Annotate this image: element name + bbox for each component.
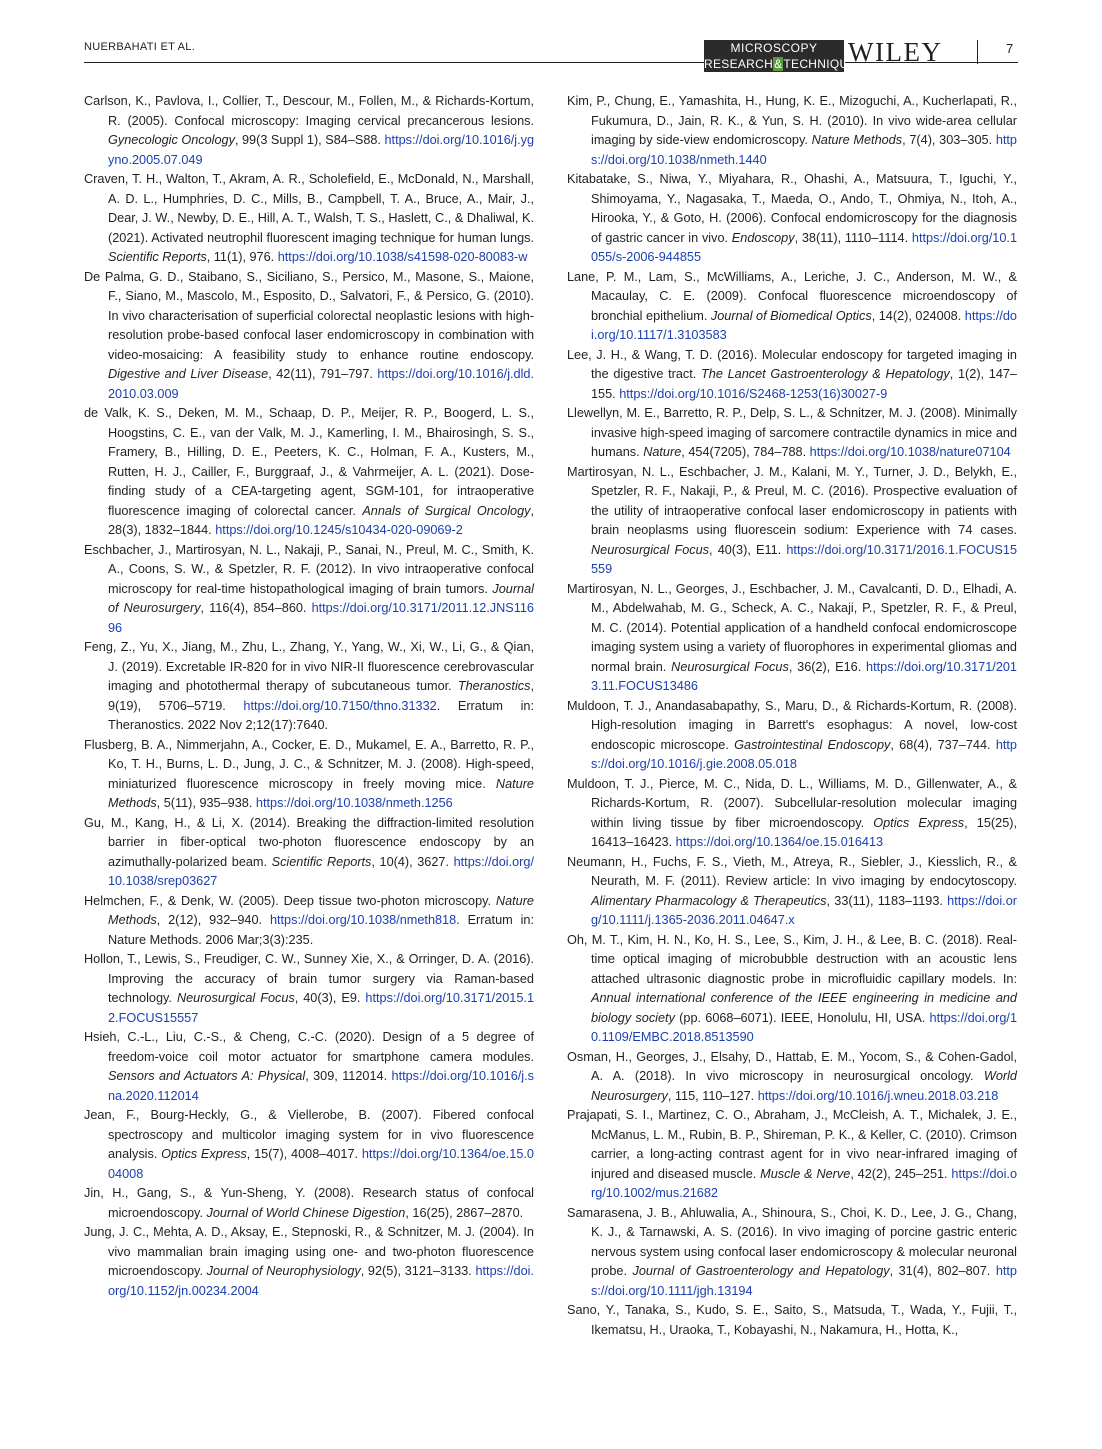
reference-entry [567, 853, 1017, 931]
reference-journal: Annals of Surgical Oncology [362, 503, 531, 518]
reference-authors-title: De Palma, G. D., Staibano, S., Siciliano, S., Persico, M., Masone, S., Maione, F., Siano, M., Mascolo, M., Esposito, D., Salvatori, F., & Persico, G. (2010). In vivo characterisation of superficial colorectal neoplastic lesions with high-resolution probe-based confocal laser endomicroscopy in combination with video-mosaicing: A feasibility study to enhance routine endoscopy. [84, 269, 534, 362]
reference-volume-pages: , 116(4), 854–860. [200, 601, 312, 615]
page-number: 7 [1006, 41, 1014, 56]
reference-entry [567, 697, 1017, 775]
reference-volume-pages: , 92(5), 3121–3133. [360, 1264, 476, 1278]
reference-doi-link[interactable]: https://doi.org/10.1016/j.gie.2008.05.018 [591, 737, 1017, 771]
reference-doi-link[interactable]: https://doi.org/10.1055/s-2006-944855 [591, 230, 1017, 264]
reference-authors-title: Prajapati, S. I., Martinez, C. O., Abraham, J., McCleish, A. T., Michalek, J. E., McManus, L. M., Rubin, B. P., Shireman, P. K., & Keller, C. (2010). Crimson carrier, a long-acting contrast agent for in vivo near-infrared imaging of injured and diseased muscle. [567, 1108, 1017, 1181]
reference-volume-pages: , 1(2), 147–155. [591, 367, 1017, 401]
reference-journal: Optics Express [161, 1147, 247, 1161]
reference-authors-title: Carlson, K., Pavlova, I., Collier, T., Descour, M., Follen, M., & Richards-Kortum, R. (2005). Confocal microscopy: Imaging cervical precancerous lesions. [84, 94, 534, 128]
reference-entry [84, 268, 534, 405]
reference-volume-pages: , 42(2), 245–251. [850, 1166, 952, 1181]
publisher-logo: WILEY [848, 37, 943, 67]
reference-entry [84, 736, 534, 814]
reference-journal: Scientific Reports [271, 854, 372, 869]
reference-entry [567, 1301, 1017, 1340]
reference-volume-pages: , 33(11), 1183–1193. [826, 893, 948, 908]
reference-journal: Neurosurgical Focus [591, 542, 709, 557]
reference-authors-title: Feng, Z., Yu, X., Jiang, M., Zhu, L., Zhang, Y., Yang, W., Xi, W., Li, G., & Qian, J. (2019). Excretable IR-820 for in vivo NIR-II fluorescence cerebrovascular imaging and photothermal therapy of subcutaneous tumor. [84, 640, 534, 693]
reference-note: . Erratum in: Nature Methods. 2006 Mar;3(3):235. [108, 913, 535, 947]
reference-volume-pages: , 15(25), 16413–16423. [591, 815, 1017, 849]
reference-journal: Nature [643, 445, 682, 459]
reference-doi-link[interactable]: https://doi.org/10.3171/2015.12.FOCUS15557 [108, 991, 534, 1025]
reference-entry [84, 1184, 534, 1223]
reference-volume-pages: , 14(2), 024008. [871, 308, 965, 323]
reference-doi-link[interactable]: https://doi.org/10.1038/nmeth.1256 [255, 796, 453, 810]
reference-authors-title: Kitabatake, S., Niwa, Y., Miyahara, R., Ohashi, A., Matsuura, T., Iguchi, Y., Shimoyama, Y., Nagasaka, T., Maeda, O., Ando, T., Ohmiya, N., Itoh, A., Hirooka, Y., & Goto, H. (2006). Confocal endomicroscopy for the diagnosis of gastric cancer in vivo. [567, 172, 1017, 245]
reference-volume-pages: , 7(4), 303–305. [902, 133, 996, 147]
reference-journal: Sensors and Actuators A: Physical [108, 1069, 306, 1083]
reference-journal: Alimentary Pharmacology & Therapeutics [591, 893, 827, 908]
reference-authors-title: Craven, T. H., Walton, T., Akram, A. R., Scholefield, E., McDonald, N., Marshall, A. D. L., Humphries, D. C., Mills, B., Campbell, T. A., Bruce, A., Mair, J., Dear, J. W., Newby, D. E., Hill, A. T., Walsh, T. S., Haslett, C., & Dhaliwal, K. (2021). Activated neutrophil fluorescent imaging technique for human lungs. [84, 172, 534, 245]
reference-entry [567, 580, 1017, 697]
reference-authors-title: Lane, P. M., Lam, S., McWilliams, A., Leriche, J. C., Anderson, M. W., & Macaulay, C. E. (2009). Confocal fluorescence microendoscopy of bronchial epithelium. [567, 269, 1017, 323]
reference-entry [84, 170, 534, 268]
reference-journal: Muscle & Nerve [760, 1166, 851, 1181]
reference-authors-title: Jung, J. C., Mehta, A. D., Aksay, E., Stepnoski, R., & Schnitzer, M. J. (2004). In vivo mammalian brain imaging using one- and two-photon fluorescence microendoscopy. [84, 1225, 534, 1278]
reference-entry [84, 541, 534, 639]
reference-authors-title: Martirosyan, N. L., Eschbacher, J. M., Kalani, M. Y., Turner, J. D., Belykh, E., Spetzler, R. F., Nakaji, P., & Preul, M. C. (2016). Prospective evaluation of the utility of intraoperative confocal laser endomicroscopy in patients with brain neoplasms using fluorescein sodium: Experience with 74 cases. [567, 464, 1017, 537]
reference-doi-link[interactable]: https://doi.org/10.1038/nmeth818 [269, 913, 457, 927]
reference-volume-pages: , 9(19), 5706–5719. [108, 679, 534, 713]
reference-doi-link[interactable]: https://doi.org/10.1111/jgh.13194 [591, 1264, 1017, 1298]
reference-doi-link[interactable]: https://doi.org/10.1038/nmeth.1440 [591, 133, 1017, 167]
reference-doi-link[interactable]: https://doi.org/10.1152/jn.00234.2004 [108, 1264, 535, 1298]
reference-doi-link[interactable]: https://doi.org/10.1364/oe.15.004008 [108, 1147, 534, 1181]
reference-entry [84, 92, 534, 170]
reference-doi-link[interactable]: https://doi.org/10.1016/j.dld.2010.03.009 [108, 367, 535, 401]
reference-volume-pages: , 42(11), 791–797. [268, 367, 378, 381]
reference-doi-link[interactable]: https://doi.org/10.1364/oe.15.016413 [675, 835, 884, 849]
reference-volume-pages: , 38(11), 1110–1114. [794, 230, 912, 245]
reference-authors-title: Sano, Y., Tanaka, S., Kudo, S. E., Saito, S., Matsuda, T., Wada, Y., Fujii, T., Ikematsu, H., Uraoka, T., Kobayashi, N., Nakamura, H., Hotta, K., [567, 1303, 1017, 1337]
reference-doi-link[interactable]: https://doi.org/10.1117/1.3103583 [591, 308, 1017, 342]
reference-entry [84, 404, 534, 541]
reference-volume-pages: , 28(3), 1832–1844. [108, 503, 534, 537]
reference-journal: Endoscopy [731, 230, 795, 245]
reference-journal: Scientific Reports [108, 250, 207, 264]
reference-doi-link[interactable]: https://doi.org/10.7150/thno.31332 [243, 698, 437, 713]
reference-entry [567, 1106, 1017, 1204]
reference-volume-pages: , 16(25), 2867–2870. [405, 1205, 524, 1220]
journal-logo-line1: MICROSCOPY [704, 40, 844, 56]
header-divider [977, 40, 978, 64]
reference-authors-title: Flusberg, B. A., Nimmerjahn, A., Cocker, E. D., Mukamel, E. A., Barretto, R. P., Ko, T. H., Burns, L. D., Jung, J. C., & Schnitzer, M. J. (2008). High-speed, miniaturized fluorescence microscopy in freely moving mice. [84, 737, 534, 791]
reference-volume-pages: , 2(12), 932–940. [156, 913, 270, 927]
reference-volume-pages: , 40(3), E9. [294, 991, 366, 1005]
reference-volume-pages: , 11(1), 976. [206, 250, 278, 264]
reference-doi-link[interactable]: https://doi.org/10.3171/2011.12.JNS11696 [108, 601, 534, 635]
reference-authors-title: Jin, H., Gang, S., & Yun-Sheng, Y. (2008). Research status of confocal microendoscopy. [84, 1186, 534, 1220]
reference-doi-link[interactable]: https://doi.org/10.1245/s10434-020-09069-2 [215, 523, 463, 537]
journal-logo-technique: TECHNIQUE [783, 57, 857, 71]
reference-volume-pages: , 454(7205), 784–788. [681, 445, 810, 459]
reference-journal: Digestive and Liver Disease [108, 367, 269, 381]
reference-doi-link[interactable]: https://doi.org/10.1002/mus.21682 [591, 1166, 1018, 1200]
reference-journal: Annual international conference of the IEEE engineering in medicine and biology society [591, 991, 1017, 1025]
reference-authors-title: Kim, P., Chung, E., Yamashita, H., Hung, K. E., Mizoguchi, A., Kucherlapati, R., Fukumura, D., Jain, R. K., & Yun, S. H. (2010). In vivo wide-area cellular imaging by side-view endomicroscopy. [567, 94, 1017, 147]
reference-journal: Neurosurgical Focus [176, 991, 295, 1005]
reference-authors-title: Samarasena, J. B., Ahluwalia, A., Shinoura, S., Choi, K. D., Lee, J. G., Chang, K. J., & Tarnawski, A. S. (2016). In vivo imaging of porcine gastric enteric nervous system using confocal laser endomicroscopy & molecular neuronal probe. [567, 1205, 1017, 1278]
reference-volume-pages: , 36(2), E16. [788, 659, 867, 674]
reference-authors-title: Llewellyn, M. E., Barretto, R. P., Delp, S. L., & Schnitzer, M. J. (2008). Minimally invasive high-speed imaging of sarcomere contractile dynamics in mice and humans. [567, 406, 1017, 459]
reference-journal: Journal of Neurosurgery [108, 581, 534, 615]
reference-volume-pages: , 68(4), 737–744. [890, 737, 996, 752]
reference-journal: The Lancet Gastroenterology & Hepatology [701, 367, 950, 381]
reference-doi-link[interactable]: https://doi.org/10.1038/s41598-020-80083-w [277, 250, 528, 264]
reference-volume-pages: , 31(4), 802–807. [889, 1264, 996, 1278]
reference-journal: Nature Methods [108, 893, 534, 927]
reference-authors-title: Muldoon, T. J., Pierce, M. C., Nida, D. L., Williams, M. D., Gillenwater, A., & Richards-Kortum, R. (2007). Subcellular-resolution molecular imaging within living tissue by fiber microendoscopy. [567, 776, 1017, 830]
reference-authors-title: Oh, M. T., Kim, H. N., Ko, H. S., Lee, S., Kim, J. H., & Lee, B. C. (2018). Real-time optical imaging of microbubble destruction with an acoustic lens attached ultrasonic diagnostic probe in microfluidic capillary models. In: [567, 932, 1017, 986]
reference-entry [567, 268, 1017, 346]
references-right-column [567, 92, 1017, 1340]
journal-logo-line2 [704, 56, 857, 72]
running-header-author: NUERBAHATI ET AL. [84, 41, 196, 53]
reference-doi-link[interactable]: https://doi.org/10.3171/2016.1.FOCUS15559 [591, 542, 1017, 576]
reference-entry [567, 346, 1017, 405]
reference-entry [567, 1204, 1017, 1302]
reference-volume-pages: , 309, 112014. [305, 1069, 392, 1083]
reference-authors-title: Muldoon, T. J., Anandasabapathy, S., Maru, D., & Richards-Kortum, R. (2008). High-resolution imaging in Barrett's esophagus: A novel, low-cost endoscopic microscope. [567, 698, 1017, 752]
reference-authors-title: Osman, H., Georges, J., Elsahy, D., Hattab, E. M., Yocom, S., & Cohen-Gadol, A. A. (2018). In vivo microscopy in neurosurgical oncology. [567, 1049, 1017, 1083]
reference-journal: Journal of World Chinese Digestion [206, 1205, 406, 1220]
reference-doi-link[interactable]: https://doi.org/10.1016/j.ygyno.2005.07.049 [108, 133, 535, 167]
reference-authors-title: Neumann, H., Fuchs, F. S., Vieth, M., Atreya, R., Siebler, J., Kiesslich, R., & Neurath, M. F. (2011). Review article: In vivo imaging by endocytoscopy. [567, 854, 1017, 888]
reference-entry [567, 1048, 1017, 1107]
reference-entry [567, 404, 1017, 463]
reference-doi-link[interactable]: https://doi.org/10.1038/srep03627 [108, 854, 534, 888]
reference-journal: World Neurosurgery [591, 1069, 1017, 1103]
reference-authors-title: Gu, M., Kang, H., & Li, X. (2014). Breaking the diffraction-limited resolution barrier in fiber-optical two-photon fluorescence endoscopy by an azimuthally-polarized beam. [84, 815, 534, 869]
references-left-column [84, 92, 534, 1301]
reference-entry [567, 463, 1017, 580]
reference-entry [84, 814, 534, 892]
reference-doi-link[interactable]: https://doi.org/10.3171/2013.11.FOCUS13486 [591, 659, 1017, 693]
reference-journal: Journal of Biomedical Optics [710, 308, 872, 323]
journal-logo-amp: & [774, 57, 783, 71]
journal-logo [704, 40, 857, 72]
reference-volume-pages: , 99(3 Suppl 1), S84–S88. [234, 133, 385, 147]
reference-authors-title: Lee, J. H., & Wang, T. D. (2016). Molecular endoscopy for targeted imaging in the digestive tract. [567, 347, 1017, 381]
reference-journal: Theranostics [457, 679, 531, 693]
reference-entry [84, 1106, 534, 1184]
reference-authors-title: Hollon, T., Lewis, S., Freudiger, C. W., Sunney Xie, X., & Orringer, D. A. (2016). Improving the accuracy of brain tumor surgery via Raman-based technology. [84, 952, 534, 1005]
reference-authors-title: Hsieh, C.-L., Liu, C.-S., & Cheng, C.-C. (2020). Design of a 5 degree of freedom-voice coil motor actuator for smartphone camera modules. [84, 1030, 534, 1064]
reference-doi-link[interactable]: https://doi.org/10.1038/nature07104 [809, 445, 1011, 459]
reference-authors-title: de Valk, K. S., Deken, M. M., Schaap, D. P., Meijer, R. P., Boogerd, L. S., Hoogstins, C. E., van der Valk, M. J., Kamerling, I. M., Bhairosingh, S. S., Framery, B., Hilling, D. E., Peeters, K. C., Holman, F. A., Kusters, M., Rutten, H. J., Cailler, F., Burggraaf, J., & Vahrmeijer, A. L. (2021). Dose-finding study of a CEA-targeting agent, SGM-101, for intraoperative fluorescence imaging of colorectal cancer. [84, 406, 534, 518]
reference-journal: Gynecologic Oncology [108, 133, 235, 147]
reference-entry [84, 892, 534, 951]
reference-doi-link[interactable]: https://doi.org/10.1016/j.wneu.2018.03.218 [757, 1088, 999, 1103]
reference-journal: Nature Methods [108, 776, 534, 810]
reference-authors-title: Eschbacher, J., Martirosyan, N. L., Nakaji, P., Sanai, N., Preul, M. C., Smith, K. A., Coons, S. W., & Spetzler, R. F. (2012). In vivo intraoperative confocal microscopy for real-time histopathological imaging of brain tumors. [84, 542, 534, 596]
reference-volume-pages: , 40(3), E11. [709, 542, 787, 557]
reference-entry [84, 638, 534, 736]
reference-doi-link[interactable]: https://doi.org/10.1016/j.sna.2020.112014 [108, 1069, 534, 1103]
reference-entry [84, 1028, 534, 1106]
reference-entry [567, 775, 1017, 853]
reference-doi-link[interactable]: https://doi.org/10.1109/EMBC.2018.8513590 [591, 1010, 1018, 1044]
reference-doi-link[interactable]: https://doi.org/10.1016/S2468-1253(16)30027-9 [619, 386, 888, 401]
reference-note: . Erratum in: Theranostics. 2022 Nov 2;12(17):7640. [108, 698, 534, 732]
journal-logo-research: RESEARCH [704, 57, 774, 71]
reference-volume-pages: , 15(7), 4008–4017. [246, 1147, 362, 1161]
reference-entry [84, 950, 534, 1028]
reference-journal: Journal of Neurophysiology [206, 1264, 361, 1278]
reference-doi-link[interactable]: https://doi.org/10.1111/j.1365-2036.2011.04647.x [591, 893, 1017, 927]
reference-volume-pages: (pp. 6068–6071). IEEE, Honolulu, HI, USA. [674, 1010, 930, 1025]
reference-journal: Optics Express [873, 815, 965, 830]
reference-journal: Nature Methods [811, 133, 903, 147]
reference-authors-title: Martirosyan, N. L., Georges, J., Eschbacher, J. M., Cavalcanti, D. D., Elhadi, A. M., Abdelwahab, M. G., Scheck, A. C., Nakaji, P., Spetzler, R. F., & Preul, M. C. (2014). Potential application of a handheld confocal endomicroscope imaging system using a variety of fluorophores in experimental gliomas and normal brain. [567, 581, 1017, 674]
reference-journal: Journal of Gastroenterology and Hepatology [632, 1264, 890, 1278]
reference-volume-pages: , 115, 110–127. [667, 1088, 758, 1103]
header-rule-right [845, 62, 1018, 63]
reference-authors-title: Jean, F., Bourg-Heckly, G., & Viellerobe, B. (2007). Fibered confocal spectroscopy and multicolor imaging system for in vivo fluorescence analysis. [84, 1108, 534, 1161]
reference-volume-pages: , 5(11), 935–938. [156, 796, 256, 810]
reference-entry [567, 92, 1017, 170]
reference-journal: Neurosurgical Focus [671, 659, 789, 674]
reference-authors-title: Helmchen, F., & Denk, W. (2005). Deep tissue two-photon microscopy. [84, 893, 496, 908]
reference-entry [567, 170, 1017, 268]
reference-entry [84, 1223, 534, 1301]
reference-entry [567, 931, 1017, 1048]
reference-journal: Gastrointestinal Endoscopy [734, 737, 891, 752]
header-rule [84, 62, 704, 63]
reference-volume-pages: , 10(4), 3627. [371, 854, 454, 869]
